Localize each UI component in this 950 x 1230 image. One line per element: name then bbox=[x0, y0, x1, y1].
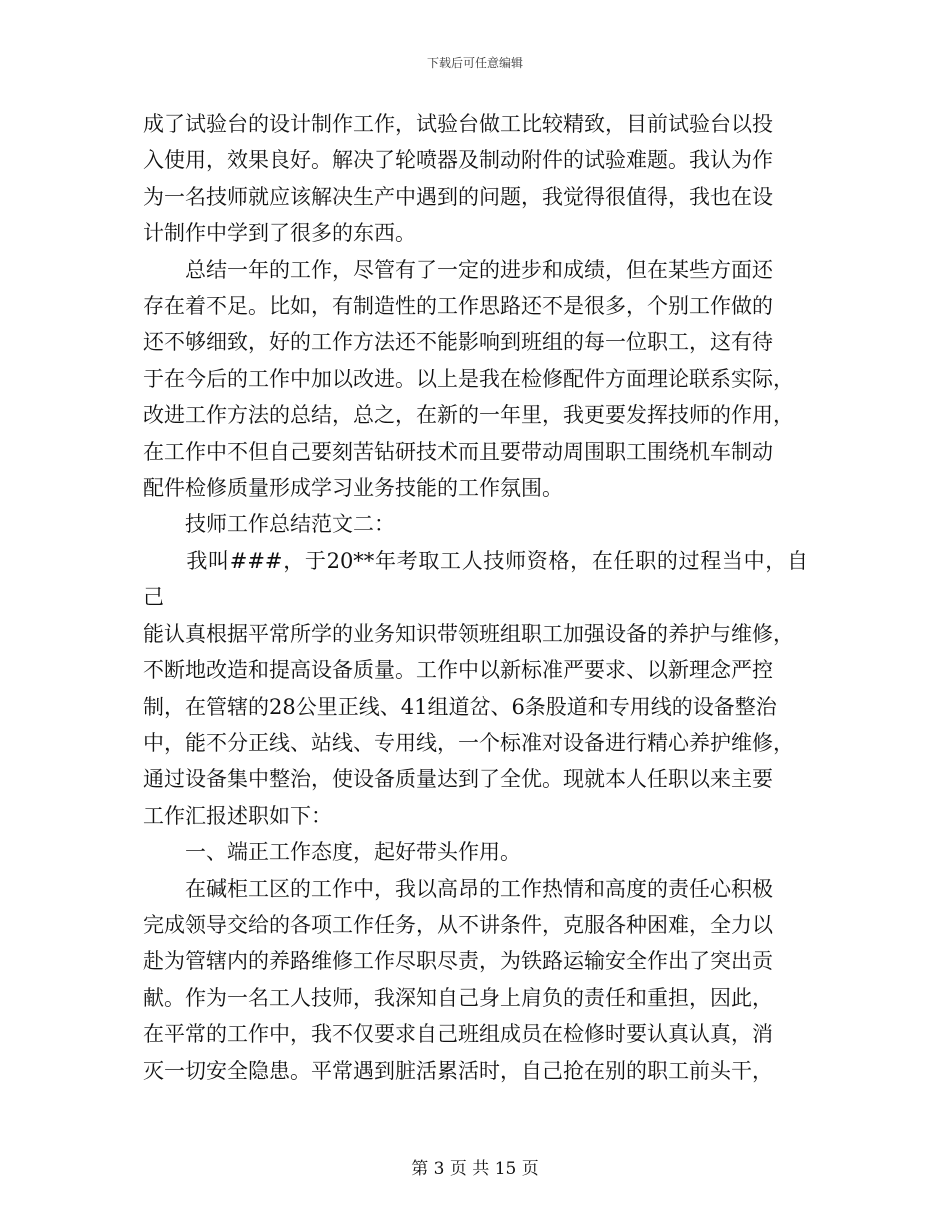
text-line: 完成领导交给的各项工作任务，从不讲条件，克服各种困难，全力以 bbox=[143, 912, 773, 937]
document-body bbox=[143, 106, 808, 1089]
text-line: 制，在管辖的28公里正线、41组道岔、6条股道和专用线的设备整治 bbox=[143, 694, 777, 719]
text-line: 不断地改造和提高设备质量。工作中以新标准严要求、以新理念严控 bbox=[143, 658, 773, 683]
text-line: 还不够细致，好的工作方法还不能影响到班组的每一位职工，这有待 bbox=[143, 330, 773, 355]
text-line: 于在今后的工作中加以改进。以上是我在检修配件方面理论联系实际， bbox=[143, 366, 794, 391]
text-line: 通过设备集中整治，使设备质量达到了全优。现就本人任职以来主要 bbox=[143, 767, 773, 792]
text-line: 我叫###，于20**年考取工人技师资格，在任职的过程当中，自己 bbox=[143, 548, 808, 610]
text-line: 工作汇报述职如下： bbox=[143, 803, 332, 828]
text-line: 存在着不足。比如，有制造性的工作思路还不是很多，个别工作做的 bbox=[143, 294, 773, 319]
text-line: 改进工作方法的总结，总之，在新的一年里，我更要发挥技师的作用， bbox=[143, 403, 794, 428]
text-line: 总结一年的工作，尽管有了一定的进步和成绩，但在某些方面还 bbox=[143, 257, 773, 282]
text-line: 入使用，效果良好。解决了轮喷器及制动附件的试验难题。我认为作 bbox=[143, 148, 773, 173]
text-line: 献。作为一名工人技师，我深知自己身上肩负的责任和重担，因此， bbox=[143, 985, 773, 1010]
text-line: 能认真根据平常所学的业务知识带领班组职工加强设备的养护与维修， bbox=[143, 621, 794, 646]
text-line: 灭一切安全隐患。平常遇到脏活累活时，自己抢在别的职工前头干， bbox=[143, 1058, 773, 1083]
text-line: 在工作中不但自己要刻苦钻研技术而且要带动周围职工围绕机车制动 bbox=[143, 439, 773, 464]
page-number: 第 3 页 共 15 页 bbox=[411, 1159, 539, 1179]
page-header: 下载后可任意编辑 bbox=[426, 56, 523, 70]
section-title: 技师工作总结范文二： bbox=[143, 512, 395, 537]
section-heading: 一、端正工作态度，起好带头作用。 bbox=[143, 840, 521, 865]
text-line: 为一名技师就应该解决生产中遇到的问题，我觉得很值得，我也在设 bbox=[143, 184, 773, 209]
text-line: 中，能不分正线、站线、专用线，一个标准对设备进行精心养护维修， bbox=[143, 730, 794, 755]
text-line: 在碱柜工区的工作中，我以高昂的工作热情和高度的责任心积极 bbox=[143, 876, 773, 901]
text-line: 在平常的工作中，我不仅要求自己班组成员在检修时要认真认真，消 bbox=[143, 1022, 773, 1047]
text-line: 计制作中学到了很多的东西。 bbox=[143, 221, 416, 246]
text-line: 赴为管辖内的养路维修工作尽职尽责，为铁路运输安全作出了突出贡 bbox=[143, 949, 773, 974]
text-line: 配件检修质量形成学习业务技能的工作氛围。 bbox=[143, 476, 563, 501]
text-line: 成了试验台的设计制作工作，试验台做工比较精致，目前试验台以投 bbox=[143, 112, 773, 136]
